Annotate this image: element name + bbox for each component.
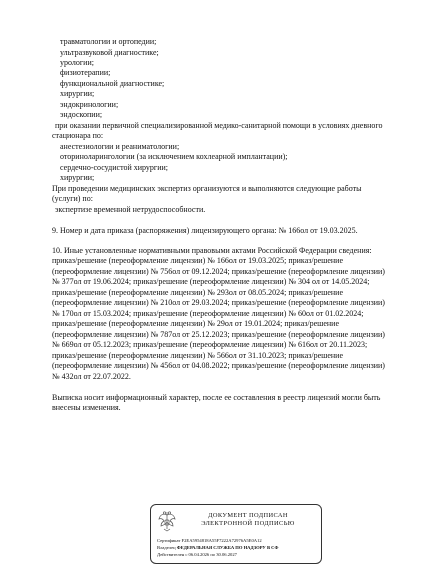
text-line: физиотерапии; [60,68,111,77]
text-line: при оказании первичной специализированной медико-санитарной помощи в условиях дневного [55,121,383,130]
text-line: сердечно-сосудистой хирургии; [60,163,168,172]
text-line: анестезиологии и реаниматологии; [60,142,180,151]
text-line: При проведении медицинских экспертиз организуются и выполняются следующие работы [52,184,362,193]
section-10-heading: 10. Иные установленные нормативными правовыми актами Российской Федерации сведения: [52,246,372,255]
text-line: № 432ол от 22.07.2022. [52,372,131,381]
electronic-signature-stamp [150,504,322,564]
owner-label: Владелец [157,545,176,550]
text-line: приказ/решение (переоформление лицензии) № 166ол от 19.03.2025; приказ/решение [52,256,344,265]
text-line: хирургии; [60,173,95,182]
text-line: № 669ол от 05.12.2023; приказ/решение (переоформление лицензии) № 616ол от 20.11.2023; [52,340,368,349]
coat-of-arms-icon [157,509,177,533]
text-line: (переоформление лицензии) № 210ол от 29.03.2024; приказ/решение (переоформление лицензии) [52,298,385,307]
text-line: ультразвуковой диагностике; [60,48,159,57]
disclaimer-line: Выписка носит информационный характер, после ее составления в реестр лицензий могли быть [52,393,381,402]
validity-row: Действителен с 06.04.2026 по 30.06.2027 [157,552,237,557]
text-line: приказ/решение (переоформление лицензии) № 566ол от 31.10.2023; приказ/решение [52,351,344,360]
text-line: (переоформление лицензии) № 787ол от 25.12.2023; приказ/решение (переоформление лицензии) [52,330,385,339]
text-line: (переоформление лицензии) № 756ол от 09.12.2024; приказ/решение (переоформление лицензии) [52,267,385,276]
text-line: приказ/решение (переоформление лицензии) № 29ол от 19.01.2024; приказ/решение [52,319,340,328]
text-line: оториноларингологии (за исключением кохлеарной имплантации); [60,152,288,161]
stamp-title: ДОКУМЕНТ ПОДПИСАН [208,512,288,519]
text-line: (услуги) по: [52,194,93,203]
stamp-subtitle: ЭЛЕКТРОННОЙ ПОДПИСЬЮ [201,520,295,527]
certificate-label: Сертификат [157,538,181,543]
text-line: эндоскопии; [60,110,103,119]
text-line: травматологии и ортопедии; [60,37,157,46]
text-line: стационара по: [52,131,104,140]
text-line: хирургии; [60,89,95,98]
text-line: функциональной диагностике; [60,79,165,88]
owner-value: ФЕДЕРАЛЬНАЯ СЛУЖБА ПО НАДЗОРУ В СФ [176,545,279,550]
certificate-value: F2EA5954818A55F7222A72976A5E0A12 [181,538,262,543]
text-line: приказ/решение (переоформление лицензии) № 293ол от 08.05.2024; приказ/решение [52,288,344,297]
section-9-line: 9. Номер и дата приказа (распоряжения) лицензирующего органа: № 166ол от 19.03.2025. [52,226,358,235]
text-line: (переоформление лицензии) № 456ол от 04.08.2022; приказ/решение (переоформление лицензии) [52,361,385,370]
text-line: № 170ол от 15.03.2024; приказ/решение (переоформление лицензии) № 60ол от 01.02.2024; [52,309,364,318]
text-line: № 377ол от 19.06.2024; приказ/решение (переоформление лицензии) № 304 ол от 14.05.2024; [52,277,370,286]
disclaimer-line: внесены изменения. [52,403,121,412]
certificate-row [157,538,319,544]
text-line: урологии; [60,58,94,67]
owner-row [157,545,319,551]
text-line: эндокринологии; [60,100,119,109]
text-line: экспертизе временной нетрудоспособности. [55,205,206,214]
